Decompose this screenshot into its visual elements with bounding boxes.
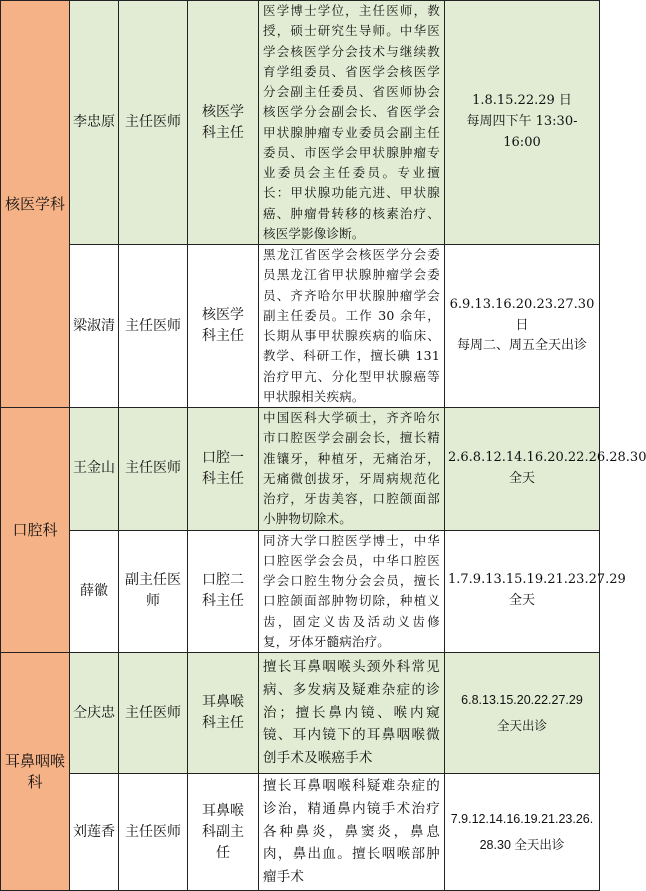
schedule-hours: 每周二、周五全天出诊: [456, 338, 587, 354]
schedule-days: 1.7.9.13.15.19.21.23.27.29 全天: [448, 572, 626, 609]
doctor-title: 主任医师: [119, 774, 188, 891]
schedule-hours: 28.30 全天出诊: [479, 838, 565, 852]
doctor-post-text: 口腔二科主任: [202, 572, 244, 610]
doctor-schedule: [445, 774, 600, 891]
doctor-row: [1, 774, 600, 891]
doctor-post: [188, 774, 259, 891]
doctor-description: 擅长耳鼻咽喉科疑难杂症的诊治，精通鼻内镜手术治疗各种鼻炎，鼻窦炎，鼻息肉，鼻出血。擅长咽喉部肿瘤手术: [259, 774, 445, 891]
doctor-post: [188, 245, 259, 408]
schedule-days: 6.9.13.16.20.23.27.30 日: [449, 296, 595, 333]
doctor-row: [1, 653, 600, 774]
doctor-schedule: [445, 653, 600, 774]
schedule-days: 6.8.13.15.20.22.27.29: [461, 692, 583, 707]
doctor-post-text: 耳鼻喉科副主任: [202, 802, 244, 861]
doctor-description: 中国医科大学硕士，齐齐哈尔市口腔医学会副会长，擅长精准镶牙，种植牙，无痛治牙，无痛微创拔牙，牙周病规范化治疗，牙齿美容，口腔颌面部小肿物切除术。: [259, 408, 445, 531]
doctor-row: [1, 1, 600, 245]
doctor-schedule: [445, 1, 600, 245]
schedule-days: 2.6.8.12.14.16.20.22.26.28.30 全天: [448, 449, 646, 486]
doctor-title: 主任医师: [119, 653, 188, 774]
schedule-hours: 全天出诊: [496, 719, 547, 733]
doctor-title: 副主任医师: [119, 530, 188, 653]
doctor-name: 仝庆忠: [70, 653, 119, 774]
doctor-name: 王金山: [70, 408, 119, 531]
doctor-post-text: 口腔一科主任: [202, 449, 244, 487]
doctor-description: 医学博士学位，主任医师，教授，硕士研究生导师。中华医学会核医学分会技术与继续教育学组委员、省医学会核医学分会副主任委员、省医师协会核医学分会副会长、省医学会甲状腺肿瘤专业委员会副主任委员、市医学会甲状腺肿瘤专业委员会主任委员。专业擅长：甲状腺功能亢进、甲状腺癌、肿瘤骨转移的核素治疗、核医学影像诊断。: [259, 1, 445, 245]
doctor-name: 薛徽: [70, 530, 119, 653]
doctor-name: 李忠原: [70, 1, 119, 245]
doctor-schedule: [445, 530, 626, 653]
doctor-description: 同济大学口腔医学博士，中华口腔医学会会员，中华口腔医学会口腔生物分会会员，擅长口腔颌面部肿物切除，种植义齿，固定义齿及活动义齿修复，牙体牙髓病治疗。: [259, 530, 445, 653]
doctor-row: [1, 408, 600, 531]
doctor-title: 主任医师: [119, 1, 188, 245]
doctor-title: 主任医师: [119, 245, 188, 408]
doctor-name: 梁淑清: [70, 245, 119, 408]
doctor-row: [1, 530, 600, 653]
doctor-post-text: 核医学科主任: [202, 307, 244, 344]
doctor-schedule: [445, 408, 646, 531]
doctor-post: [188, 653, 259, 774]
department-name: 口腔科: [1, 408, 70, 653]
schedule-days: 1.8.15.22.29 日: [472, 93, 572, 109]
doctor-description: 擅长耳鼻咽喉头颈外科常见病、多发病及疑难杂症的诊治；擅长鼻内镜、喉内窥镜、耳内镜下的耳鼻咽喉微创手术及喉癌手术: [259, 653, 445, 774]
doctor-description: 黑龙江省医学会核医学分会委员黑龙江省甲状腺肿瘤学会委员、齐齐哈尔甲状腺肿瘤学会副主任委员。工作 30 余年，长期从事甲状腺疾病的临床、教学、科研工作，擅长碘 131 治疗甲亢、分化型甲状腺癌等甲状腺相关疾病。: [259, 245, 445, 408]
schedule-hours: 每周四下午 13:30-16:00: [466, 114, 578, 150]
doctor-title: 主任医师: [119, 408, 188, 531]
department-name-text: 耳鼻咽喉科: [5, 752, 66, 791]
doctor-schedule: [445, 245, 600, 408]
doctor-post: [188, 1, 259, 245]
department-name: [1, 653, 70, 891]
doctor-row: [1, 245, 600, 408]
doctor-post-text: 核医学科主任: [202, 103, 244, 141]
doctor-post: [188, 530, 259, 653]
doctor-name: 刘莲香: [70, 774, 119, 891]
schedule-days: 7.9.12.14.16.19.21.23.26.: [450, 811, 594, 826]
doctor-post: [188, 408, 259, 531]
department-name: 核医学科: [1, 1, 70, 408]
doctor-post-text: 耳鼻喉科主任: [202, 694, 244, 731]
